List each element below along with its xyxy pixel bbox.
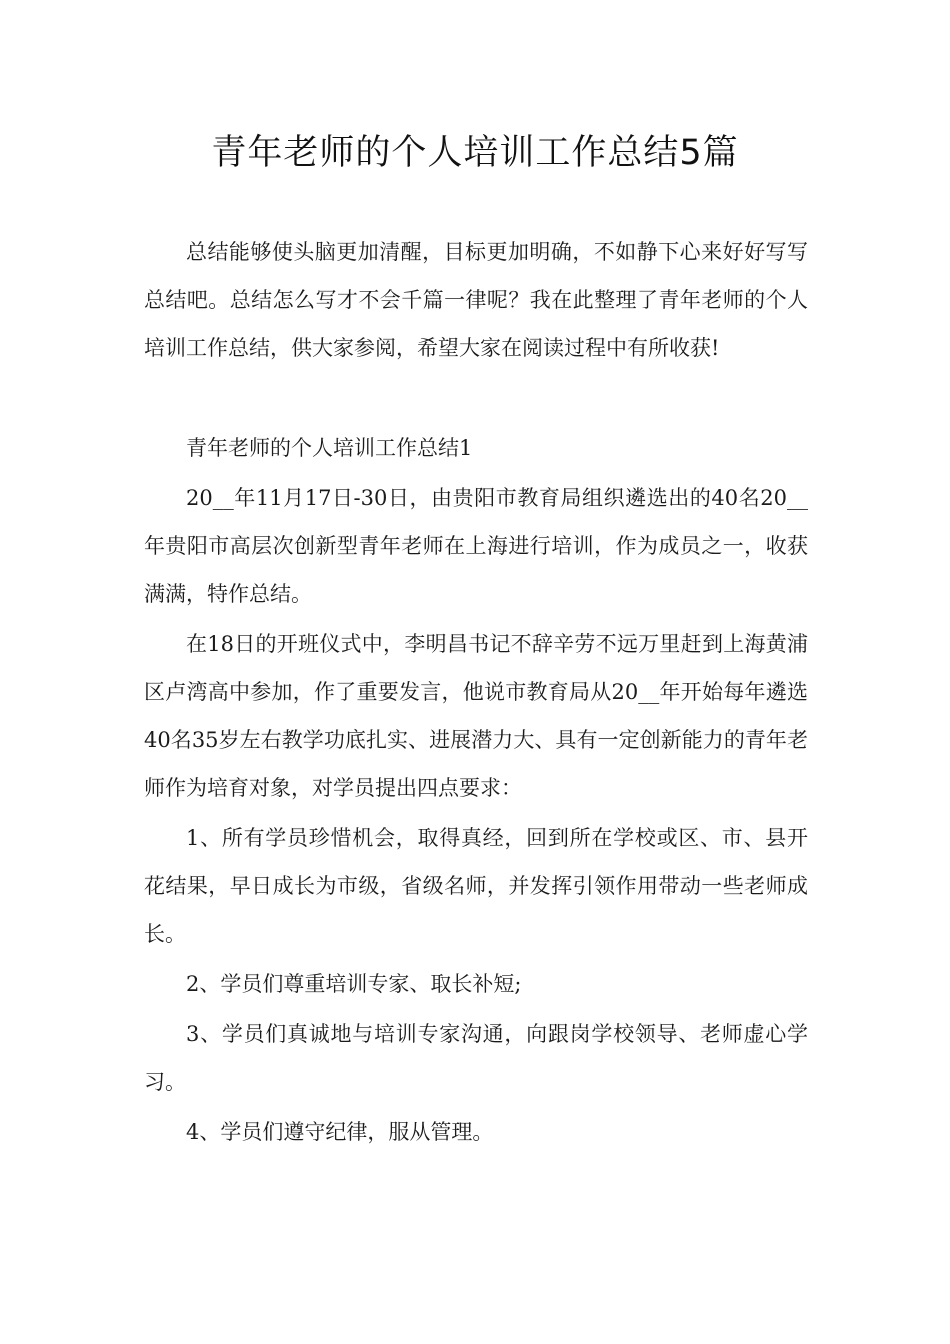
list-item-3: 3、学员们真诚地与培训专家沟通，向跟岗学校领导、老师虚心学习。 (144, 1022, 808, 1094)
body-paragraph: 在18日的开班仪式中，李明昌书记不辞辛劳不远万里赶到上海黄浦区卢湾高中参加，作了重要发言，他说市教育局从20__年开始每年遴选40名35岁左右教学功底扎实、进展潜力大、具有一定创新能力的青年老师作为培育对象，对学员提出四点要求： (144, 632, 808, 800)
intro-paragraph: 总结能够使头脑更加清醒，目标更加明确，不如静下心来好好写写总结吧。总结怎么写才不会千篇一律呢？我在此整理了青年老师的个人培训工作总结，供大家参阅，希望大家在阅读过程中有所收获! (144, 240, 808, 360)
section-title: 青年老师的个人培训工作总结1 (186, 436, 473, 460)
list-item-2: 2、学员们尊重培训专家、取长补短; (186, 972, 522, 996)
document-title: 青年老师的个人培训工作总结5篇 (211, 133, 739, 173)
body-paragraph: 20__年11月17日-30日，由贵阳市教育局组织遴选出的40名20__年贵阳市高层次创新型青年老师在上海进行培训，作为成员之一，收获满满，特作总结。 (144, 486, 808, 606)
list-item-1: 1、所有学员珍惜机会，取得真经，回到所在学校或区、市、县开花结果，早日成长为市级，省级名师，并发挥引领作用带动一些老师成长。 (144, 826, 808, 946)
document-body (144, 228, 808, 1158)
list-item-4: 4、学员们遵守纪律，服从管理。 (186, 1120, 494, 1144)
